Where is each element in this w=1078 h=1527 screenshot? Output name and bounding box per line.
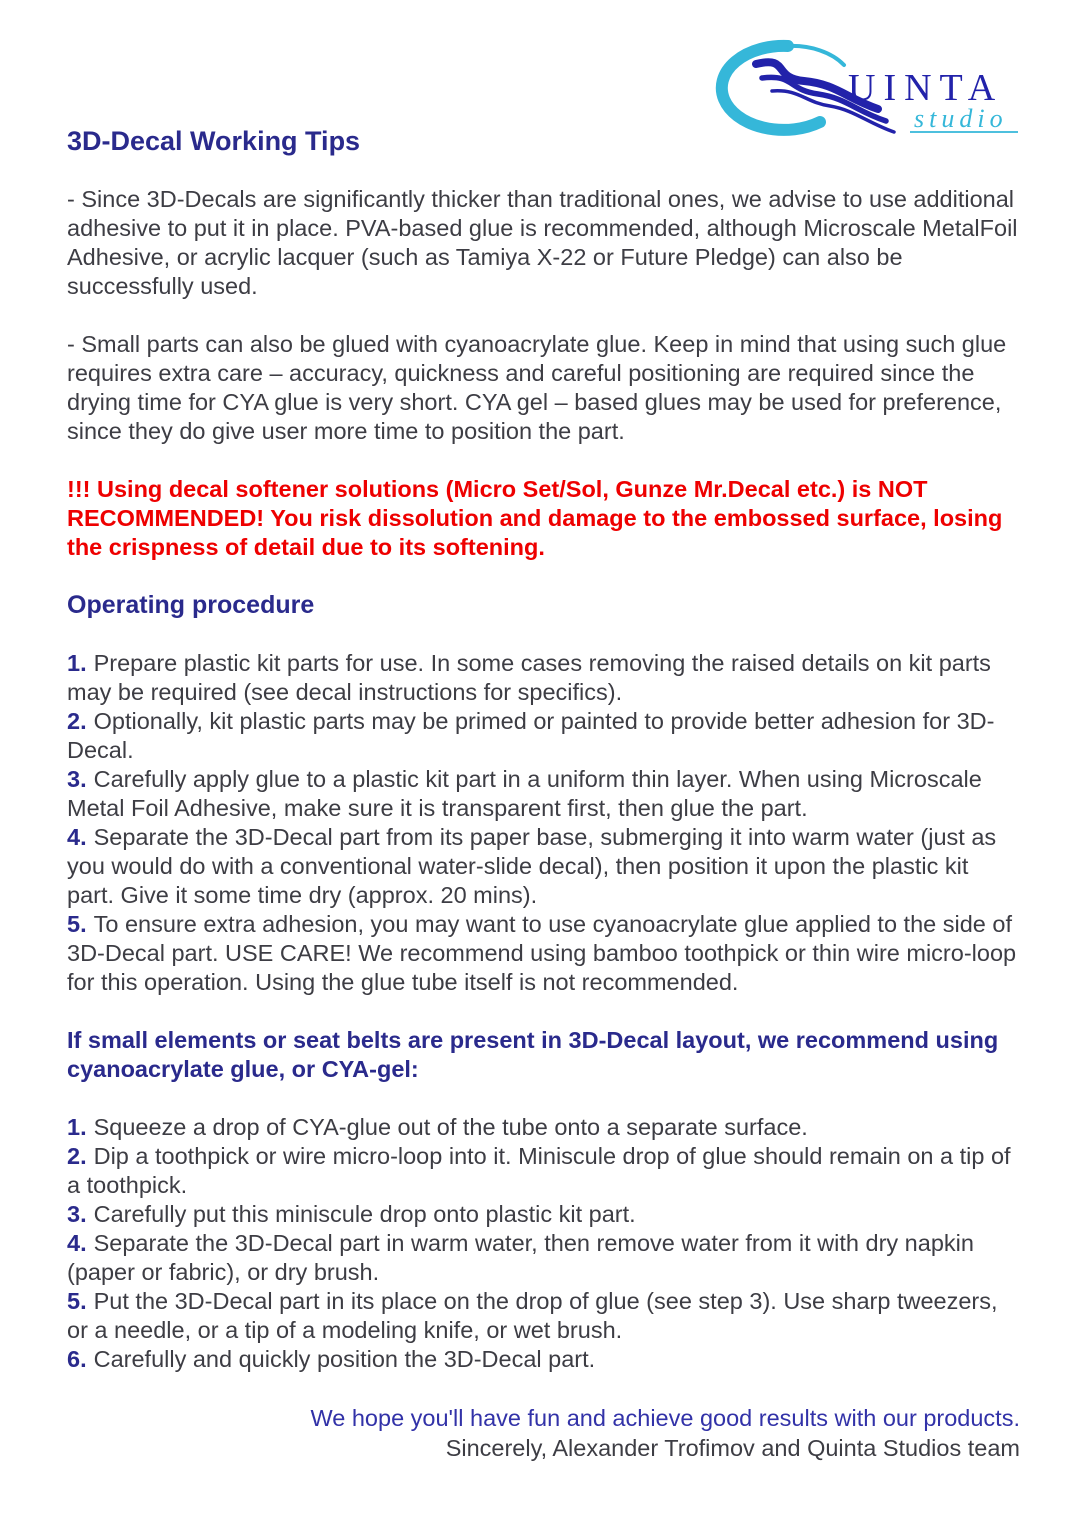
procedure-step-5: [67, 910, 1020, 997]
cya-step-5: [67, 1287, 1020, 1345]
step-text: Separate the 3D-Decal part in warm water, then remove water from it with dry napkin (paper or fabric), or dry brush.: [67, 1230, 974, 1285]
section-heading-operating-procedure: Operating procedure: [67, 591, 315, 619]
cya-step-6: [67, 1345, 1020, 1374]
step-number: 1.: [67, 650, 87, 676]
cya-step-3: [67, 1200, 1020, 1229]
footer-thanks-line: We hope you'll have fun and achieve good results with our products.: [310, 1405, 1020, 1431]
step-text: Optionally, kit plastic parts may be primed or painted to provide better adhesion for 3D-Decal.: [67, 708, 995, 763]
footer: [67, 1403, 1020, 1463]
step-number: 3.: [67, 1201, 87, 1227]
logo-brand-text: UINTA: [848, 67, 1004, 109]
step-text: Carefully apply glue to a plastic kit part in a uniform thin layer. When using Microscale Metal Foil Adhesive, make sure it is transparent first, then glue the part.: [67, 766, 982, 821]
step-text: Separate the 3D-Decal part from its paper base, submerging it into warm water (just as you would do with a conventional water-slide decal), then position it upon the plastic kit part. Give it some time dry (approx. 20 mins).: [67, 824, 997, 908]
step-text: To ensure extra adhesion, you may want to use cyanoacrylate glue applied to the side of 3D-Decal part. USE CARE! We recommend using bamboo toothpick or thin wire micro-loop for this operation. Using the glue tube itself is not recommended.: [67, 911, 1017, 995]
procedure-step-3: [67, 765, 1020, 823]
step-number: 3.: [67, 766, 87, 792]
step-number: 4.: [67, 824, 87, 850]
step-text: Carefully put this miniscule drop onto plastic kit part.: [93, 1201, 636, 1227]
decal-softener-warning: !!! Using decal softener solutions (Micro Set/Sol, Gunze Mr.Decal etc.) is NOT RECOMMENDED! You risk dissolution and damage to the embossed surface, losing the crispness of detail due to its softening.: [67, 476, 1003, 560]
step-number: 1.: [67, 1114, 87, 1140]
cya-steps-list: [67, 1113, 1020, 1374]
logo-sub-text: studio: [914, 104, 1008, 133]
step-number: 5.: [67, 911, 87, 937]
intro-paragraph-2: - Small parts can also be glued with cyanoacrylate glue. Keep in mind that using such glue requires extra care – accuracy, quickness and careful positioning are required since the drying time for CYA glue is very short. CYA gel – based glues may be used for preference, since they do give user more time to position the part.: [67, 331, 1007, 444]
step-number: 4.: [67, 1230, 87, 1256]
cya-step-4: [67, 1229, 1020, 1287]
footer-signature-line: Sincerely, Alexander Trofimov and Quinta Studios team: [445, 1435, 1020, 1461]
procedure-step-4: [67, 823, 1020, 910]
step-text: Squeeze a drop of CYA-glue out of the tube onto a separate surface.: [93, 1114, 808, 1140]
step-text: Put the 3D-Decal part in its place on the drop of glue (see step 3). Use sharp tweezers, or a needle, or a tip of a modeling knife, or wet brush.: [67, 1288, 998, 1343]
step-number: 6.: [67, 1346, 87, 1372]
step-number: 2.: [67, 708, 87, 734]
intro-paragraph-1: - Since 3D-Decals are significantly thicker than traditional ones, we advise to use additional adhesive to put it in place. PVA-based glue is recommended, although Microscale MetalFoil Adhesive, or acrylic lacquer (such as Tamiya X-22 or Future Pledge) can also be successfully used.: [67, 186, 1018, 299]
step-text: Carefully and quickly position the 3D-Decal part.: [93, 1346, 596, 1372]
cya-step-1: [67, 1113, 1020, 1142]
step-text: Prepare plastic kit parts for use. In some cases removing the raised details on kit parts may be required (see decal instructions for specifics).: [67, 650, 991, 705]
page-title: 3D-Decal Working Tips: [67, 126, 361, 156]
step-text: Dip a toothpick or wire micro-loop into it. Miniscule drop of glue should remain on a tip of a toothpick.: [67, 1143, 1011, 1198]
procedure-step-2: [67, 707, 1020, 765]
quinta-logo-swoosh-icon: [698, 34, 1028, 142]
procedure-steps-list: [67, 649, 1020, 997]
quinta-studio-logo: [698, 34, 1028, 142]
cya-step-2: [67, 1142, 1020, 1200]
step-number: 2.: [67, 1143, 87, 1169]
section-heading-cya-recommendation: If small elements or seat belts are present in 3D-Decal layout, we recommend using cyanoacrylate glue, or CYA-gel:: [67, 1027, 999, 1082]
procedure-step-1: [67, 649, 1020, 707]
step-number: 5.: [67, 1288, 87, 1314]
